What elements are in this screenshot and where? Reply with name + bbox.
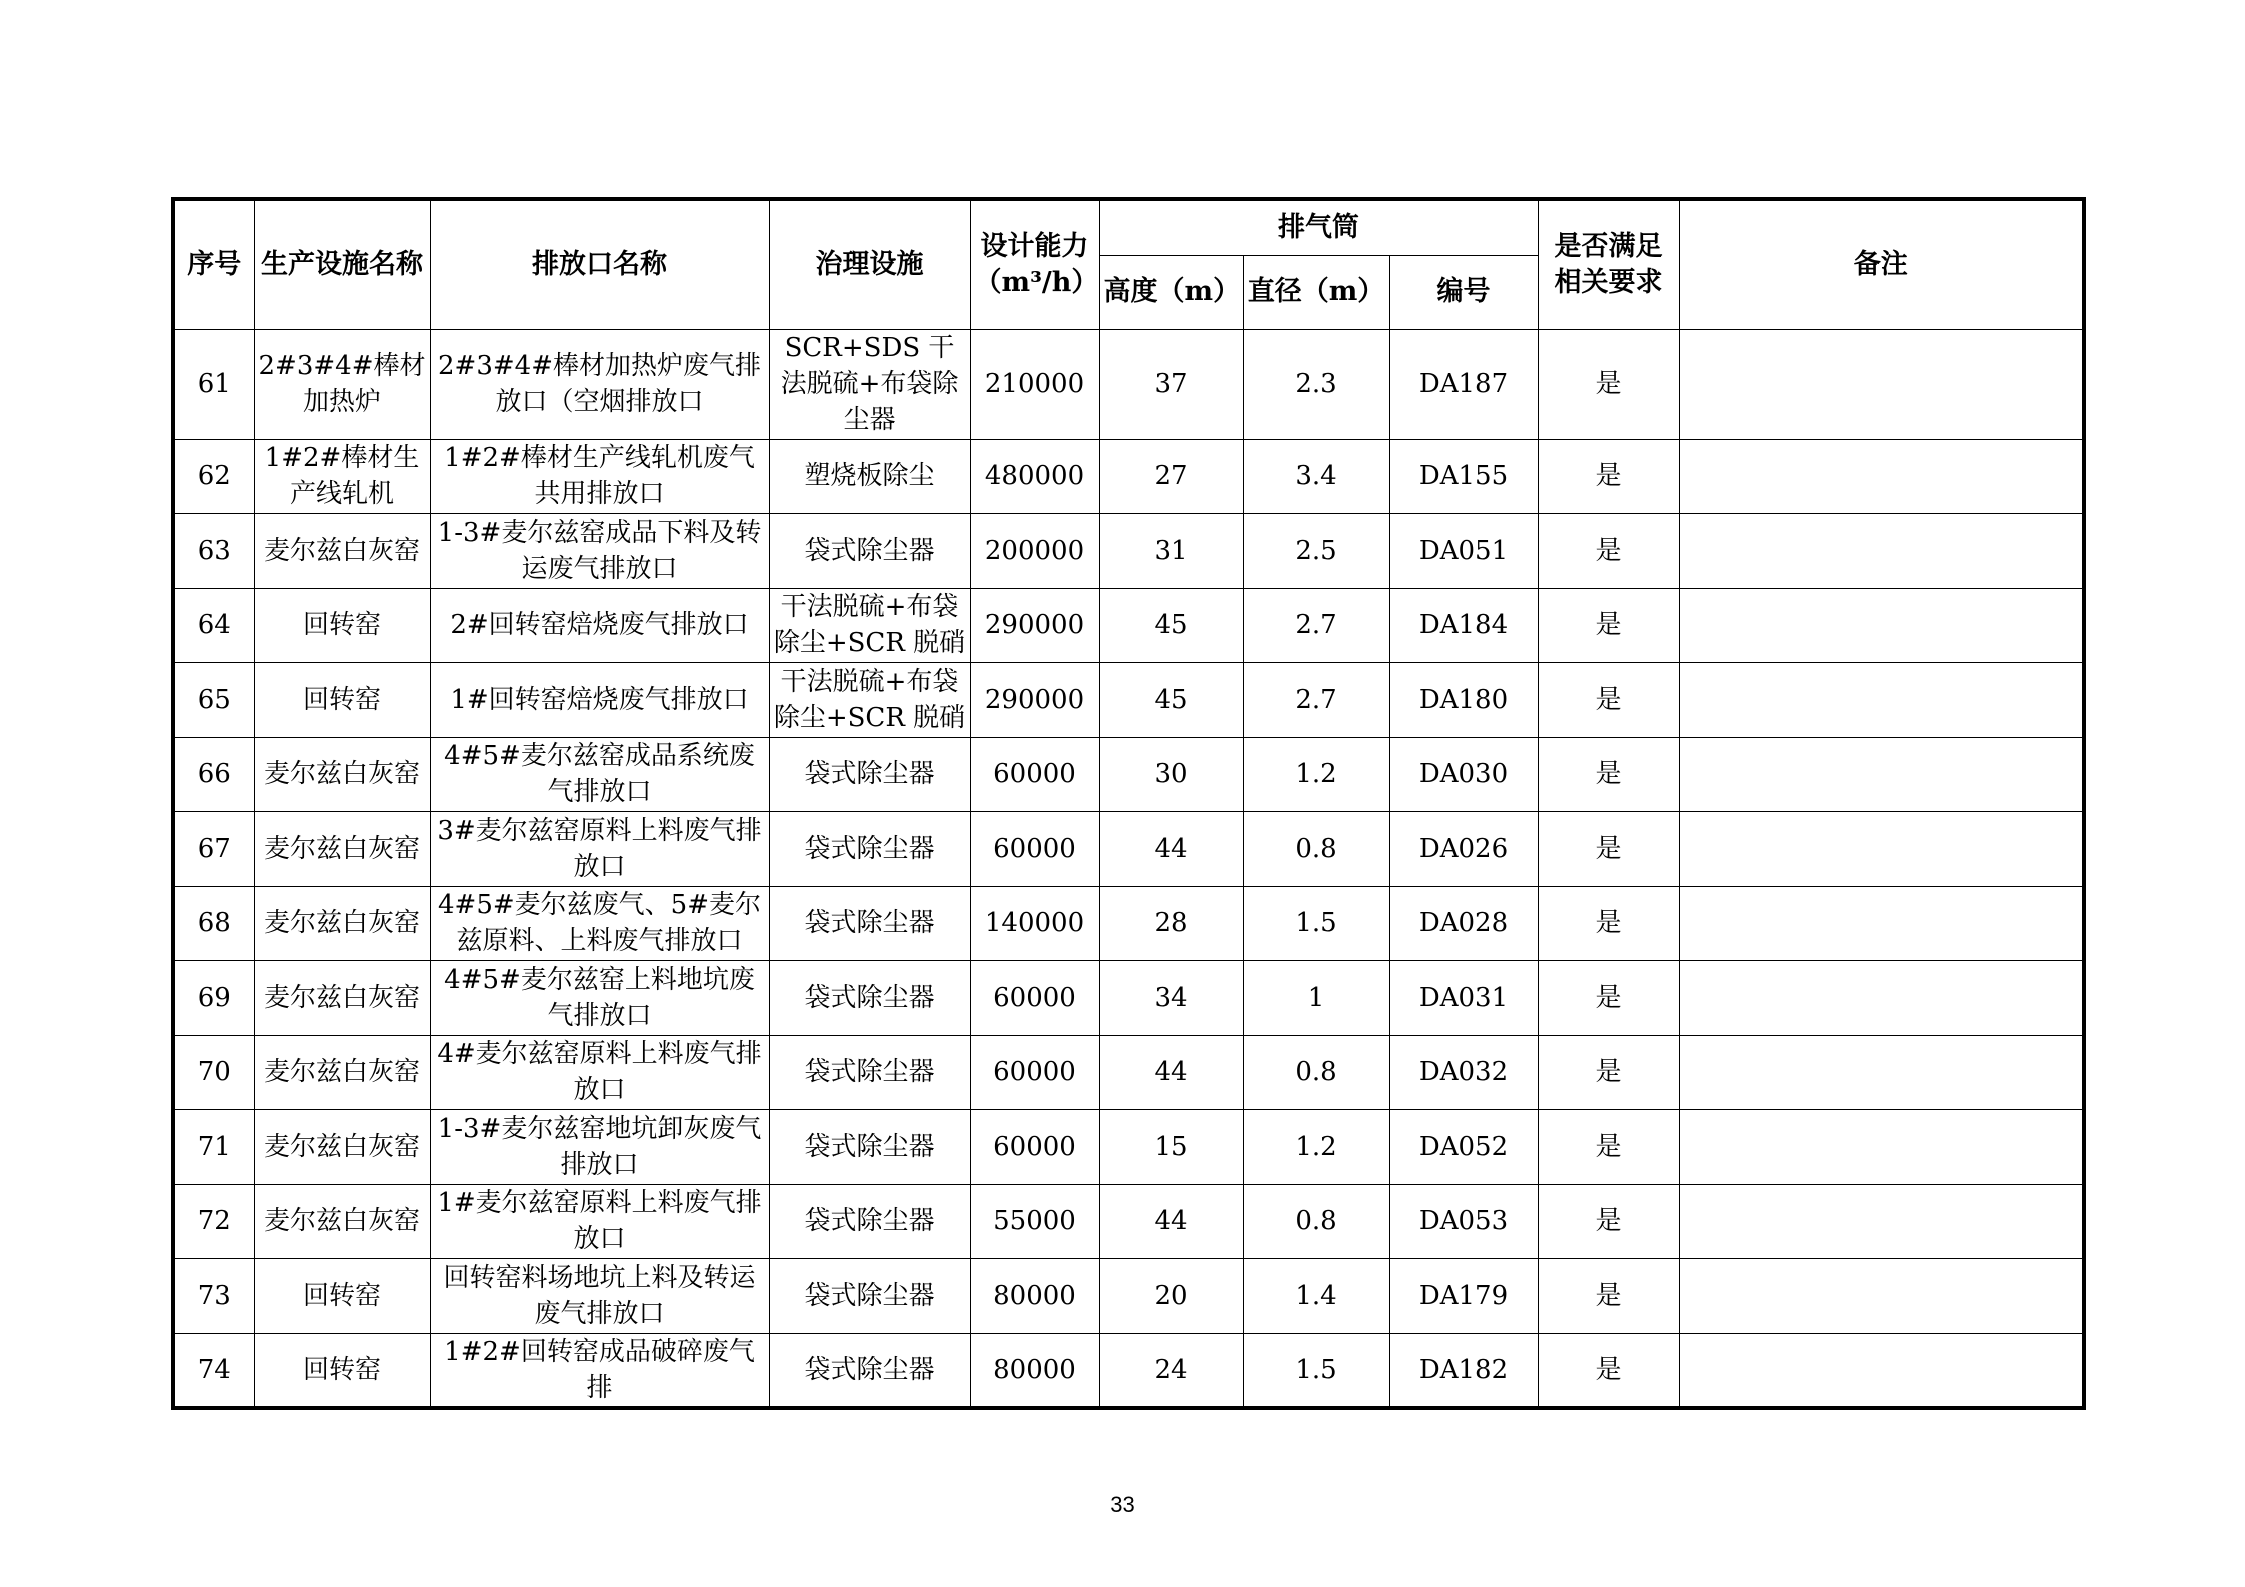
cell-seq: 72	[173, 1184, 254, 1259]
cell-stack-diameter: 0.8	[1243, 1035, 1389, 1110]
cell-facility: 麦尔兹白灰窑	[254, 514, 430, 589]
table-row	[173, 1110, 2084, 1185]
header-stack-group: 排气筒	[1099, 199, 1538, 255]
cell-outlet-name: 1#2#回转窑成品破碎废气排	[430, 1333, 769, 1408]
cell-remark	[1679, 588, 2084, 663]
cell-capacity: 200000	[970, 514, 1099, 589]
cell-remark	[1679, 961, 2084, 1036]
cell-stack-diameter: 1.2	[1243, 737, 1389, 812]
cell-outlet-name: 1#2#棒材生产线轧机废气共用排放口	[430, 439, 769, 514]
cell-compliant: 是	[1538, 329, 1679, 439]
table-row	[173, 1333, 2084, 1408]
cell-remark	[1679, 439, 2084, 514]
cell-capacity: 60000	[970, 737, 1099, 812]
cell-stack-height: 24	[1099, 1333, 1243, 1408]
cell-seq: 69	[173, 961, 254, 1036]
table-row	[173, 588, 2084, 663]
header-compliant: 是否满足相关要求	[1538, 199, 1679, 329]
cell-remark	[1679, 329, 2084, 439]
cell-stack-diameter: 0.8	[1243, 812, 1389, 887]
cell-treatment: 袋式除尘器	[769, 1259, 970, 1334]
cell-compliant: 是	[1538, 514, 1679, 589]
cell-capacity: 60000	[970, 812, 1099, 887]
cell-capacity: 480000	[970, 439, 1099, 514]
cell-remark	[1679, 1035, 2084, 1110]
cell-facility: 回转窑	[254, 663, 430, 738]
cell-facility: 2#3#4#棒材加热炉	[254, 329, 430, 439]
cell-treatment: 袋式除尘器	[769, 886, 970, 961]
cell-treatment: 塑烧板除尘	[769, 439, 970, 514]
cell-capacity: 210000	[970, 329, 1099, 439]
cell-stack-height: 44	[1099, 1184, 1243, 1259]
cell-outlet-name: 1-3#麦尔兹窑成品下料及转运废气排放口	[430, 514, 769, 589]
cell-compliant: 是	[1538, 1110, 1679, 1185]
header-capacity: 设计能力（m³/h）	[970, 199, 1099, 329]
table-body	[173, 329, 2084, 1408]
cell-outlet-name: 回转窑料场地坑上料及转运废气排放口	[430, 1259, 769, 1334]
cell-treatment: 袋式除尘器	[769, 737, 970, 812]
cell-facility: 麦尔兹白灰窑	[254, 737, 430, 812]
cell-treatment: 袋式除尘器	[769, 1110, 970, 1185]
cell-compliant: 是	[1538, 588, 1679, 663]
cell-compliant: 是	[1538, 1184, 1679, 1259]
cell-capacity: 140000	[970, 886, 1099, 961]
table-row	[173, 1259, 2084, 1334]
cell-stack-diameter: 1.5	[1243, 886, 1389, 961]
cell-stack-diameter: 0.8	[1243, 1184, 1389, 1259]
cell-stack-code: DA028	[1389, 886, 1538, 961]
table-row	[173, 663, 2084, 738]
cell-stack-code: DA053	[1389, 1184, 1538, 1259]
cell-compliant: 是	[1538, 1035, 1679, 1110]
cell-facility: 麦尔兹白灰窑	[254, 886, 430, 961]
cell-seq: 63	[173, 514, 254, 589]
cell-stack-diameter: 1.2	[1243, 1110, 1389, 1185]
cell-seq: 64	[173, 588, 254, 663]
cell-stack-code: DA052	[1389, 1110, 1538, 1185]
cell-stack-code: DA031	[1389, 961, 1538, 1036]
cell-stack-diameter: 2.5	[1243, 514, 1389, 589]
cell-facility: 麦尔兹白灰窑	[254, 1110, 430, 1185]
cell-stack-height: 20	[1099, 1259, 1243, 1334]
cell-facility: 回转窑	[254, 1333, 430, 1408]
cell-outlet-name: 3#麦尔兹窑原料上料废气排放口	[430, 812, 769, 887]
cell-capacity: 290000	[970, 663, 1099, 738]
cell-seq: 62	[173, 439, 254, 514]
header-treatment: 治理设施	[769, 199, 970, 329]
cell-stack-code: DA155	[1389, 439, 1538, 514]
header-diameter: 直径（m）	[1243, 255, 1389, 329]
cell-remark	[1679, 1184, 2084, 1259]
cell-compliant: 是	[1538, 439, 1679, 514]
cell-stack-diameter: 1.5	[1243, 1333, 1389, 1408]
cell-compliant: 是	[1538, 812, 1679, 887]
cell-stack-code: DA182	[1389, 1333, 1538, 1408]
cell-stack-height: 28	[1099, 886, 1243, 961]
table-row	[173, 329, 2084, 439]
cell-facility: 麦尔兹白灰窑	[254, 812, 430, 887]
cell-seq: 61	[173, 329, 254, 439]
cell-stack-height: 37	[1099, 329, 1243, 439]
cell-capacity: 80000	[970, 1259, 1099, 1334]
cell-compliant: 是	[1538, 1333, 1679, 1408]
cell-facility: 回转窑	[254, 1259, 430, 1334]
cell-treatment: 袋式除尘器	[769, 1184, 970, 1259]
table-row	[173, 439, 2084, 514]
cell-capacity: 60000	[970, 961, 1099, 1036]
cell-outlet-name: 2#回转窑焙烧废气排放口	[430, 588, 769, 663]
cell-stack-diameter: 1	[1243, 961, 1389, 1036]
cell-remark	[1679, 812, 2084, 887]
cell-stack-diameter: 2.7	[1243, 663, 1389, 738]
cell-compliant: 是	[1538, 961, 1679, 1036]
cell-capacity: 290000	[970, 588, 1099, 663]
cell-compliant: 是	[1538, 1259, 1679, 1334]
cell-stack-height: 45	[1099, 588, 1243, 663]
cell-treatment: 袋式除尘器	[769, 961, 970, 1036]
cell-capacity: 60000	[970, 1110, 1099, 1185]
cell-remark	[1679, 663, 2084, 738]
cell-stack-height: 27	[1099, 439, 1243, 514]
cell-facility: 回转窑	[254, 588, 430, 663]
cell-compliant: 是	[1538, 737, 1679, 812]
cell-seq: 73	[173, 1259, 254, 1334]
cell-stack-code: DA032	[1389, 1035, 1538, 1110]
cell-facility: 麦尔兹白灰窑	[254, 1035, 430, 1110]
cell-treatment: 干法脱硫+布袋除尘+SCR 脱硝	[769, 588, 970, 663]
cell-stack-height: 45	[1099, 663, 1243, 738]
header-code: 编号	[1389, 255, 1538, 329]
table-row	[173, 1035, 2084, 1110]
emission-outlet-table	[171, 197, 2086, 1410]
cell-stack-diameter: 2.7	[1243, 588, 1389, 663]
cell-stack-code: DA184	[1389, 588, 1538, 663]
cell-seq: 65	[173, 663, 254, 738]
page-number: 33	[1110, 1492, 1135, 1517]
cell-stack-code: DA051	[1389, 514, 1538, 589]
cell-remark	[1679, 514, 2084, 589]
cell-stack-code: DA179	[1389, 1259, 1538, 1334]
cell-stack-height: 34	[1099, 961, 1243, 1036]
cell-seq: 74	[173, 1333, 254, 1408]
cell-compliant: 是	[1538, 886, 1679, 961]
table-row	[173, 737, 2084, 812]
table-row	[173, 514, 2084, 589]
cell-remark	[1679, 1333, 2084, 1408]
cell-treatment: 袋式除尘器	[769, 812, 970, 887]
cell-facility: 麦尔兹白灰窑	[254, 961, 430, 1036]
cell-facility: 麦尔兹白灰窑	[254, 1184, 430, 1259]
cell-stack-diameter: 2.3	[1243, 329, 1389, 439]
cell-remark	[1679, 737, 2084, 812]
cell-remark	[1679, 1110, 2084, 1185]
table-row	[173, 886, 2084, 961]
table-row	[173, 961, 2084, 1036]
header-height: 高度（m）	[1099, 255, 1243, 329]
cell-seq: 66	[173, 737, 254, 812]
cell-treatment: 干法脱硫+布袋除尘+SCR 脱硝	[769, 663, 970, 738]
cell-outlet-name: 1#麦尔兹窑原料上料废气排放口	[430, 1184, 769, 1259]
cell-stack-height: 30	[1099, 737, 1243, 812]
cell-stack-height: 15	[1099, 1110, 1243, 1185]
cell-stack-diameter: 1.4	[1243, 1259, 1389, 1334]
cell-stack-code: DA180	[1389, 663, 1538, 738]
cell-remark	[1679, 886, 2084, 961]
cell-capacity: 55000	[970, 1184, 1099, 1259]
cell-stack-diameter: 3.4	[1243, 439, 1389, 514]
cell-remark	[1679, 1259, 2084, 1334]
cell-stack-height: 44	[1099, 1035, 1243, 1110]
table-row	[173, 812, 2084, 887]
cell-seq: 67	[173, 812, 254, 887]
cell-outlet-name: 2#3#4#棒材加热炉废气排放口（空烟排放口	[430, 329, 769, 439]
cell-treatment: SCR+SDS 干法脱硫+布袋除尘器	[769, 329, 970, 439]
cell-stack-code: DA026	[1389, 812, 1538, 887]
cell-treatment: 袋式除尘器	[769, 1035, 970, 1110]
cell-capacity: 80000	[970, 1333, 1099, 1408]
cell-seq: 68	[173, 886, 254, 961]
cell-stack-code: DA187	[1389, 329, 1538, 439]
cell-outlet-name: 4#5#麦尔兹窑成品系统废气排放口	[430, 737, 769, 812]
cell-outlet-name: 1-3#麦尔兹窑地坑卸灰废气排放口	[430, 1110, 769, 1185]
cell-stack-code: DA030	[1389, 737, 1538, 812]
cell-facility: 1#2#棒材生产线轧机	[254, 439, 430, 514]
cell-seq: 70	[173, 1035, 254, 1110]
cell-outlet-name: 1#回转窑焙烧废气排放口	[430, 663, 769, 738]
cell-outlet-name: 4#5#麦尔兹窑上料地坑废气排放口	[430, 961, 769, 1036]
cell-stack-height: 31	[1099, 514, 1243, 589]
header-facility: 生产设施名称	[254, 199, 430, 329]
cell-treatment: 袋式除尘器	[769, 1333, 970, 1408]
header-outlet-name: 排放口名称	[430, 199, 769, 329]
cell-outlet-name: 4#麦尔兹窑原料上料废气排放口	[430, 1035, 769, 1110]
cell-treatment: 袋式除尘器	[769, 514, 970, 589]
cell-capacity: 60000	[970, 1035, 1099, 1110]
header-seq: 序号	[173, 199, 254, 329]
cell-stack-height: 44	[1099, 812, 1243, 887]
cell-outlet-name: 4#5#麦尔兹废气、5#麦尔兹原料、上料废气排放口	[430, 886, 769, 961]
cell-seq: 71	[173, 1110, 254, 1185]
header-remark: 备注	[1679, 199, 2084, 329]
table-row	[173, 1184, 2084, 1259]
cell-compliant: 是	[1538, 663, 1679, 738]
